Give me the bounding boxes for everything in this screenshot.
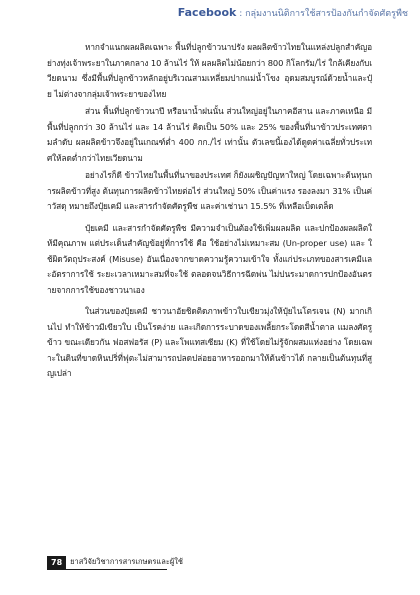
header-group-name[interactable]: กลุ่มงานนิติการใช้สารป้องกันกำจัดศัตรูพืช bbox=[245, 9, 408, 19]
header-separator: : bbox=[236, 9, 246, 19]
page-number: 78 bbox=[47, 556, 66, 569]
article-body bbox=[47, 40, 372, 388]
paragraph-4: ปุ๋ยเคมี และสารกำจัดศัตรูพืช มีความจำเป็นต้องใช้เพิ่มผลผลิต และปกป้องผลผลิตให้มีคุณภาพ แต่ประเด็นสำคัญข้อยู่ที่การใช้ คือ ใช้อย่างไม่เหมาะสม (Un-proper use) และ ใช้ผิดวัตถุประสงค์ (Misuse) อันเนื่องจากขาดความรู้ความเข้าใจ ทั้งแก่ประเภทของสารเคมีและอัตราการใช้ ระยะเวลาเหมาะสมที่จะใช้ ตลอดจนวิธีการฉีดพ่น ไม่ปนระมาดการปกป้องอันตรายจากการใช้ของชาวนาเอง bbox=[47, 222, 372, 295]
paragraph-5: ในส่วนของปุ๋ยเคมี ชาวนาอัยชิดติดภาพข้าวใบเขียวมุ่งให้ปุ๋ยไนโตรเจน (N) มากเกินไป ทำให้ข้าวมีเขียวใบ เป็นโรคง่าย และเกิดการระบาดของเพลี้ยกระโดดสีน้ำตาล แมลงศัตรูข้าว ขณะเดียวกัน ฟอสฟอรัส (P) และโพแทสเซียม (K) ที่ใช้โดยไม่รู้จักผสมแห่งอย่าง โดยเฉพาะในดินที่ขาดหินปริ่ที่ฟุตะไม่สามารถปลดปล่อยอาหารออกมาให้ต้นข้าวได้ กลายเป็นต้นทุนที่สูญเปล่า bbox=[47, 306, 372, 378]
facebook-label[interactable]: Facebook bbox=[177, 6, 237, 19]
paragraph-2: ส่วน พื้นที่ปลูกข้าวนาปี หรือนาน้ำฝนนั้น ส่วนใหญ่อยู่ในภาคอีสาน และภาคเหนือ มีพื้นที่ปลูกกว่า 30 ล้านไร่ และ 14 ล้านไร่ คิดเป็น 50% และ 25% ของพื้นที่นาข้าวประเทศตามลำดับ ผลผลิตข้าวจึงอยู่ในเกณฑ์ต่ำ 400 กก./ไร่ เท่านั้น ตัวเลขนี้เองได้ดูดค่าเฉลี่ยทั่วประเทศให้ลดต่ำกว่าไทยเวียดนาม bbox=[47, 106, 372, 163]
page-header bbox=[0, 6, 408, 20]
paragraph-3: อย่างไรก็ดี ข้าวไทยในพื้นที่นาของประเทศ ก็ยังเผชิญปัญหาใหญ่ โดยเฉพาะต้นทุนการผลิตข้าวที่สูง ต้นทุนการผลิตข้าวไทยต่อไร่ ส่วนใหญ่ 50% เป็นค่าแรง รองลงมา 31% เป็นค่าวัสดุ หมายถึงปุ๋ยเคมี และสารกำจัดศัตรูพืช และค่าเช่านา 15.5% ที่เหลือเบ็ดเตล็ด bbox=[47, 170, 372, 211]
publication-title: ยาสวิจัยวิชาการสารเกษตรและผู้ใช้ bbox=[70, 557, 183, 566]
page-footer bbox=[47, 555, 183, 570]
paragraph-1: หากจำแนกผลผลิตเฉพาะ พื้นที่ปลูกข้าวนาปรัง ผลผลิตข้าวไทยในแหล่งปลูกสำคัญอย่างทุ่งเจ้าพระยาในภาคกลาง 10 ล้านไร่ ให้ ผลผลิตไม่น้อยกว่า 800 กิโลกรัม/ไร่ ใกล้เคียงกับเวียดนาม ซึ่งมีพื้นที่ปลูกข้าวหลักอยู่บริเวณสามเหลี่ยมปากแม่น้ำโขง อุดมสมบูรณ์ด้วยน้ำและปุ๋ย ไม่ต่างจากลุ่มเจ้าพระยาของไทย bbox=[47, 42, 372, 99]
